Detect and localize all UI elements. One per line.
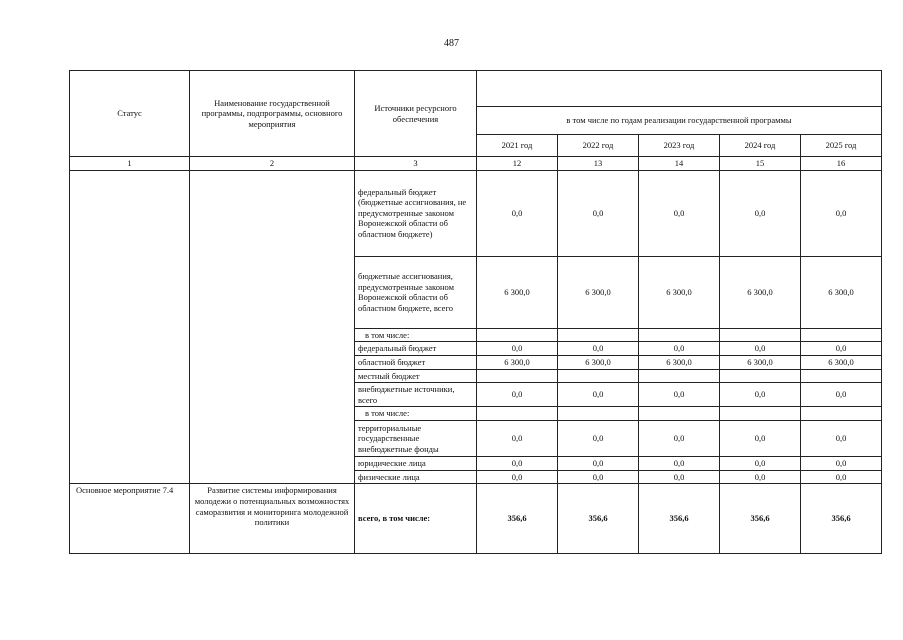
source-cell: территориальные государственные внебюджетные фонды bbox=[355, 421, 477, 457]
column-number: 1 bbox=[70, 157, 190, 171]
header-empty-cell bbox=[477, 71, 882, 107]
value-cell: 0,0 bbox=[477, 470, 558, 484]
source-cell: местный бюджет bbox=[355, 369, 477, 383]
header-year: 2021 год bbox=[477, 135, 558, 157]
value-cell: 6 300,0 bbox=[639, 355, 720, 369]
source-cell: внебюджетные источники, всего bbox=[355, 383, 477, 407]
value-cell: 6 300,0 bbox=[558, 355, 639, 369]
measure-source: всего, в том числе: bbox=[355, 484, 477, 554]
measure-name: Развитие системы информирования молодежи о потенциальных возможностях саморазвития и мониторинга молодежной политики bbox=[190, 484, 355, 554]
table-row bbox=[70, 170, 882, 256]
value-cell: 0,0 bbox=[558, 170, 639, 256]
value-cell bbox=[477, 328, 558, 342]
value-cell: 0,0 bbox=[801, 170, 882, 256]
value-cell: 0,0 bbox=[720, 470, 801, 484]
value-cell: 0,0 bbox=[477, 342, 558, 356]
header-years-group: в том числе по годам реализации государственной программы bbox=[477, 107, 882, 135]
value-cell: 0,0 bbox=[558, 342, 639, 356]
value-cell: 0,0 bbox=[558, 383, 639, 407]
header-row-top bbox=[70, 71, 882, 107]
measure-value: 356,6 bbox=[801, 484, 882, 554]
value-cell: 0,0 bbox=[720, 457, 801, 471]
value-cell bbox=[558, 369, 639, 383]
value-cell: 0,0 bbox=[801, 470, 882, 484]
value-cell: 6 300,0 bbox=[801, 355, 882, 369]
value-cell bbox=[558, 328, 639, 342]
value-cell: 0,0 bbox=[639, 457, 720, 471]
value-cell: 0,0 bbox=[639, 421, 720, 457]
value-cell: 0,0 bbox=[477, 170, 558, 256]
source-cell: юридические лица bbox=[355, 457, 477, 471]
column-number: 16 bbox=[801, 157, 882, 171]
source-cell: физические лица bbox=[355, 470, 477, 484]
value-cell: 6 300,0 bbox=[477, 256, 558, 328]
header-program-name: Наименование государственной программы, подпрограммы, основного мероприятия bbox=[190, 71, 355, 157]
value-cell bbox=[639, 407, 720, 421]
value-cell: 0,0 bbox=[639, 383, 720, 407]
value-cell: 6 300,0 bbox=[639, 256, 720, 328]
page-number: 487 bbox=[444, 38, 459, 49]
value-cell: 6 300,0 bbox=[720, 256, 801, 328]
value-cell bbox=[477, 369, 558, 383]
value-cell: 0,0 bbox=[720, 170, 801, 256]
name-cell-empty bbox=[190, 170, 355, 484]
header-year: 2024 год bbox=[720, 135, 801, 157]
header-status: Статус bbox=[70, 71, 190, 157]
value-cell: 0,0 bbox=[720, 342, 801, 356]
value-cell bbox=[801, 369, 882, 383]
value-cell bbox=[720, 369, 801, 383]
source-cell: федеральный бюджет (бюджетные ассигнования, не предусмотренные законом Воронежской области об областном бюджете) bbox=[355, 170, 477, 256]
measure-status: Основное мероприятие 7.4 bbox=[70, 484, 190, 554]
header-year: 2025 год bbox=[801, 135, 882, 157]
column-numbers-row bbox=[70, 157, 882, 171]
value-cell: 0,0 bbox=[801, 421, 882, 457]
value-cell: 6 300,0 bbox=[477, 355, 558, 369]
source-cell: областной бюджет bbox=[355, 355, 477, 369]
measure-row bbox=[70, 484, 882, 554]
value-cell bbox=[639, 369, 720, 383]
column-number: 13 bbox=[558, 157, 639, 171]
value-cell: 0,0 bbox=[558, 421, 639, 457]
value-cell bbox=[558, 407, 639, 421]
value-cell: 0,0 bbox=[477, 457, 558, 471]
value-cell: 6 300,0 bbox=[720, 355, 801, 369]
value-cell bbox=[639, 328, 720, 342]
source-cell: в том числе: bbox=[355, 328, 477, 342]
value-cell bbox=[720, 328, 801, 342]
value-cell: 0,0 bbox=[558, 470, 639, 484]
value-cell: 0,0 bbox=[801, 457, 882, 471]
value-cell bbox=[801, 407, 882, 421]
value-cell: 0,0 bbox=[720, 421, 801, 457]
value-cell: 0,0 bbox=[801, 342, 882, 356]
value-cell: 0,0 bbox=[477, 421, 558, 457]
measure-value: 356,6 bbox=[558, 484, 639, 554]
value-cell: 6 300,0 bbox=[558, 256, 639, 328]
column-number: 15 bbox=[720, 157, 801, 171]
value-cell: 0,0 bbox=[639, 342, 720, 356]
source-cell: в том числе: bbox=[355, 407, 477, 421]
column-number: 14 bbox=[639, 157, 720, 171]
value-cell bbox=[801, 328, 882, 342]
header-sources: Источники ресурсного обеспечения bbox=[355, 71, 477, 157]
value-cell: 0,0 bbox=[639, 470, 720, 484]
value-cell: 0,0 bbox=[477, 383, 558, 407]
column-number: 3 bbox=[355, 157, 477, 171]
value-cell: 6 300,0 bbox=[801, 256, 882, 328]
value-cell: 0,0 bbox=[639, 170, 720, 256]
column-number: 2 bbox=[190, 157, 355, 171]
measure-value: 356,6 bbox=[477, 484, 558, 554]
value-cell bbox=[720, 407, 801, 421]
header-year: 2023 год bbox=[639, 135, 720, 157]
column-number: 12 bbox=[477, 157, 558, 171]
value-cell: 0,0 bbox=[720, 383, 801, 407]
source-cell: федеральный бюджет bbox=[355, 342, 477, 356]
status-cell-empty bbox=[70, 170, 190, 484]
measure-value: 356,6 bbox=[639, 484, 720, 554]
header-year: 2022 год bbox=[558, 135, 639, 157]
value-cell: 0,0 bbox=[801, 383, 882, 407]
value-cell: 0,0 bbox=[558, 457, 639, 471]
value-cell bbox=[477, 407, 558, 421]
source-cell: бюджетные ассигнования, предусмотренные законом Воронежской области об областном бюджете, всего bbox=[355, 256, 477, 328]
measure-value: 356,6 bbox=[720, 484, 801, 554]
budget-table bbox=[69, 70, 882, 554]
